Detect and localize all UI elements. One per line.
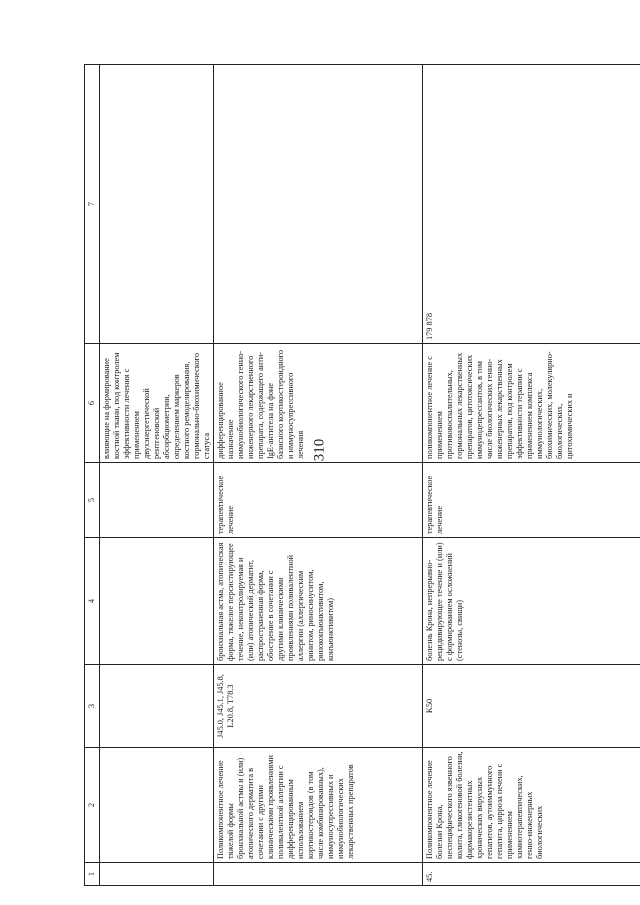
column-header-5: 5 (85, 463, 100, 538)
cell-codes: K50 (423, 665, 640, 748)
column-header-3: 3 (85, 665, 100, 748)
cell-num (214, 863, 423, 886)
table-row (423, 65, 640, 886)
cell-type: терапевтическое лечение (214, 463, 423, 538)
table-header-row (85, 65, 100, 886)
rotated-table-container (84, 72, 602, 886)
page-number: 310 (311, 438, 328, 462)
cell-method: влияющие на формирование костной ткани, под контролем эффективности лечения с применением двухэнергетической рентгеновской абсорбциометрии, определением маркеров костного ремоделирования, гормонально-биохимического статуса (100, 344, 214, 463)
cell-cost (214, 65, 423, 344)
cell-num (100, 863, 214, 886)
cell-cost: 179 878 (423, 65, 640, 344)
cell-type (100, 463, 214, 538)
cell-model: болезнь Крона, непрерывно-рецидивирующее течение и (или) с формированием осложнений (стенозы, свищи) (423, 538, 640, 665)
table-row (100, 65, 214, 886)
medical-care-table (84, 64, 640, 886)
column-header-2: 2 (85, 748, 100, 863)
cell-model (100, 538, 214, 665)
cell-name: Поликомпонентное лечение болезни Крона, неспецифического язвенного колита, гликогеновой болезни, фармакорезистентных хронических вирусных гепатитов, аутоиммунного гепатита, цирроза печени с применением химиотерапевтических, генно-инженерных биологических (423, 748, 640, 863)
column-header-6: 6 (85, 344, 100, 463)
column-header-4: 4 (85, 538, 100, 665)
cell-method: дифференцированное назначение иммунобиологического генно-инженерного лекарственного препарата, содержащего анти-IgE-антитела на фоне базисного кортикостероидного и иммуносупрессивного лечения (214, 344, 423, 463)
table-row (214, 65, 423, 886)
cell-name (100, 748, 214, 863)
cell-type: терапевтическое лечение (423, 463, 640, 538)
cell-model: бронхиальная астма, атопическая форма, тяжелое персистирующее течение, неконтролируемая и (или) атопический дерматит, распространенная форма, обострение в сочетании с другими клиническими проявлениями поливалентной аллергии (аллергическим ринитом, риносинуситом, риноконъюнктивитом, конъюнктивитом) (214, 538, 423, 665)
cell-num: 45. (423, 863, 640, 886)
cell-method: поликомпонентное лечение с применением противовоспалительных, гормональных лекарственных препаратов, цитотоксических иммунодепрессантов, в том числе биологических генно-инженерных лекарственных препаратов, под контролем эффективности терапии с применением комплекса иммунологических, биохимических, молекулярно-биологических, цитохимических и (423, 344, 640, 463)
cell-codes: J45.0, J45.1, J45.8, L20.8, T78.3 (214, 665, 423, 748)
cell-cost (100, 65, 214, 344)
column-header-7: 7 (85, 65, 100, 344)
column-header-1: 1 (85, 863, 100, 886)
cell-name: Поликомпонентное лечение тяжелой формы бронхиальной астмы и (или) атопического дерматита в сочетании с другими клиническими проявлениями поливалентной аллергии с дифференцированным использованием кортикостероидов (в том числе комбинированных), иммуносупрессивных и иммунобиологических лекарственных препаратов (214, 748, 423, 863)
cell-codes (100, 665, 214, 748)
